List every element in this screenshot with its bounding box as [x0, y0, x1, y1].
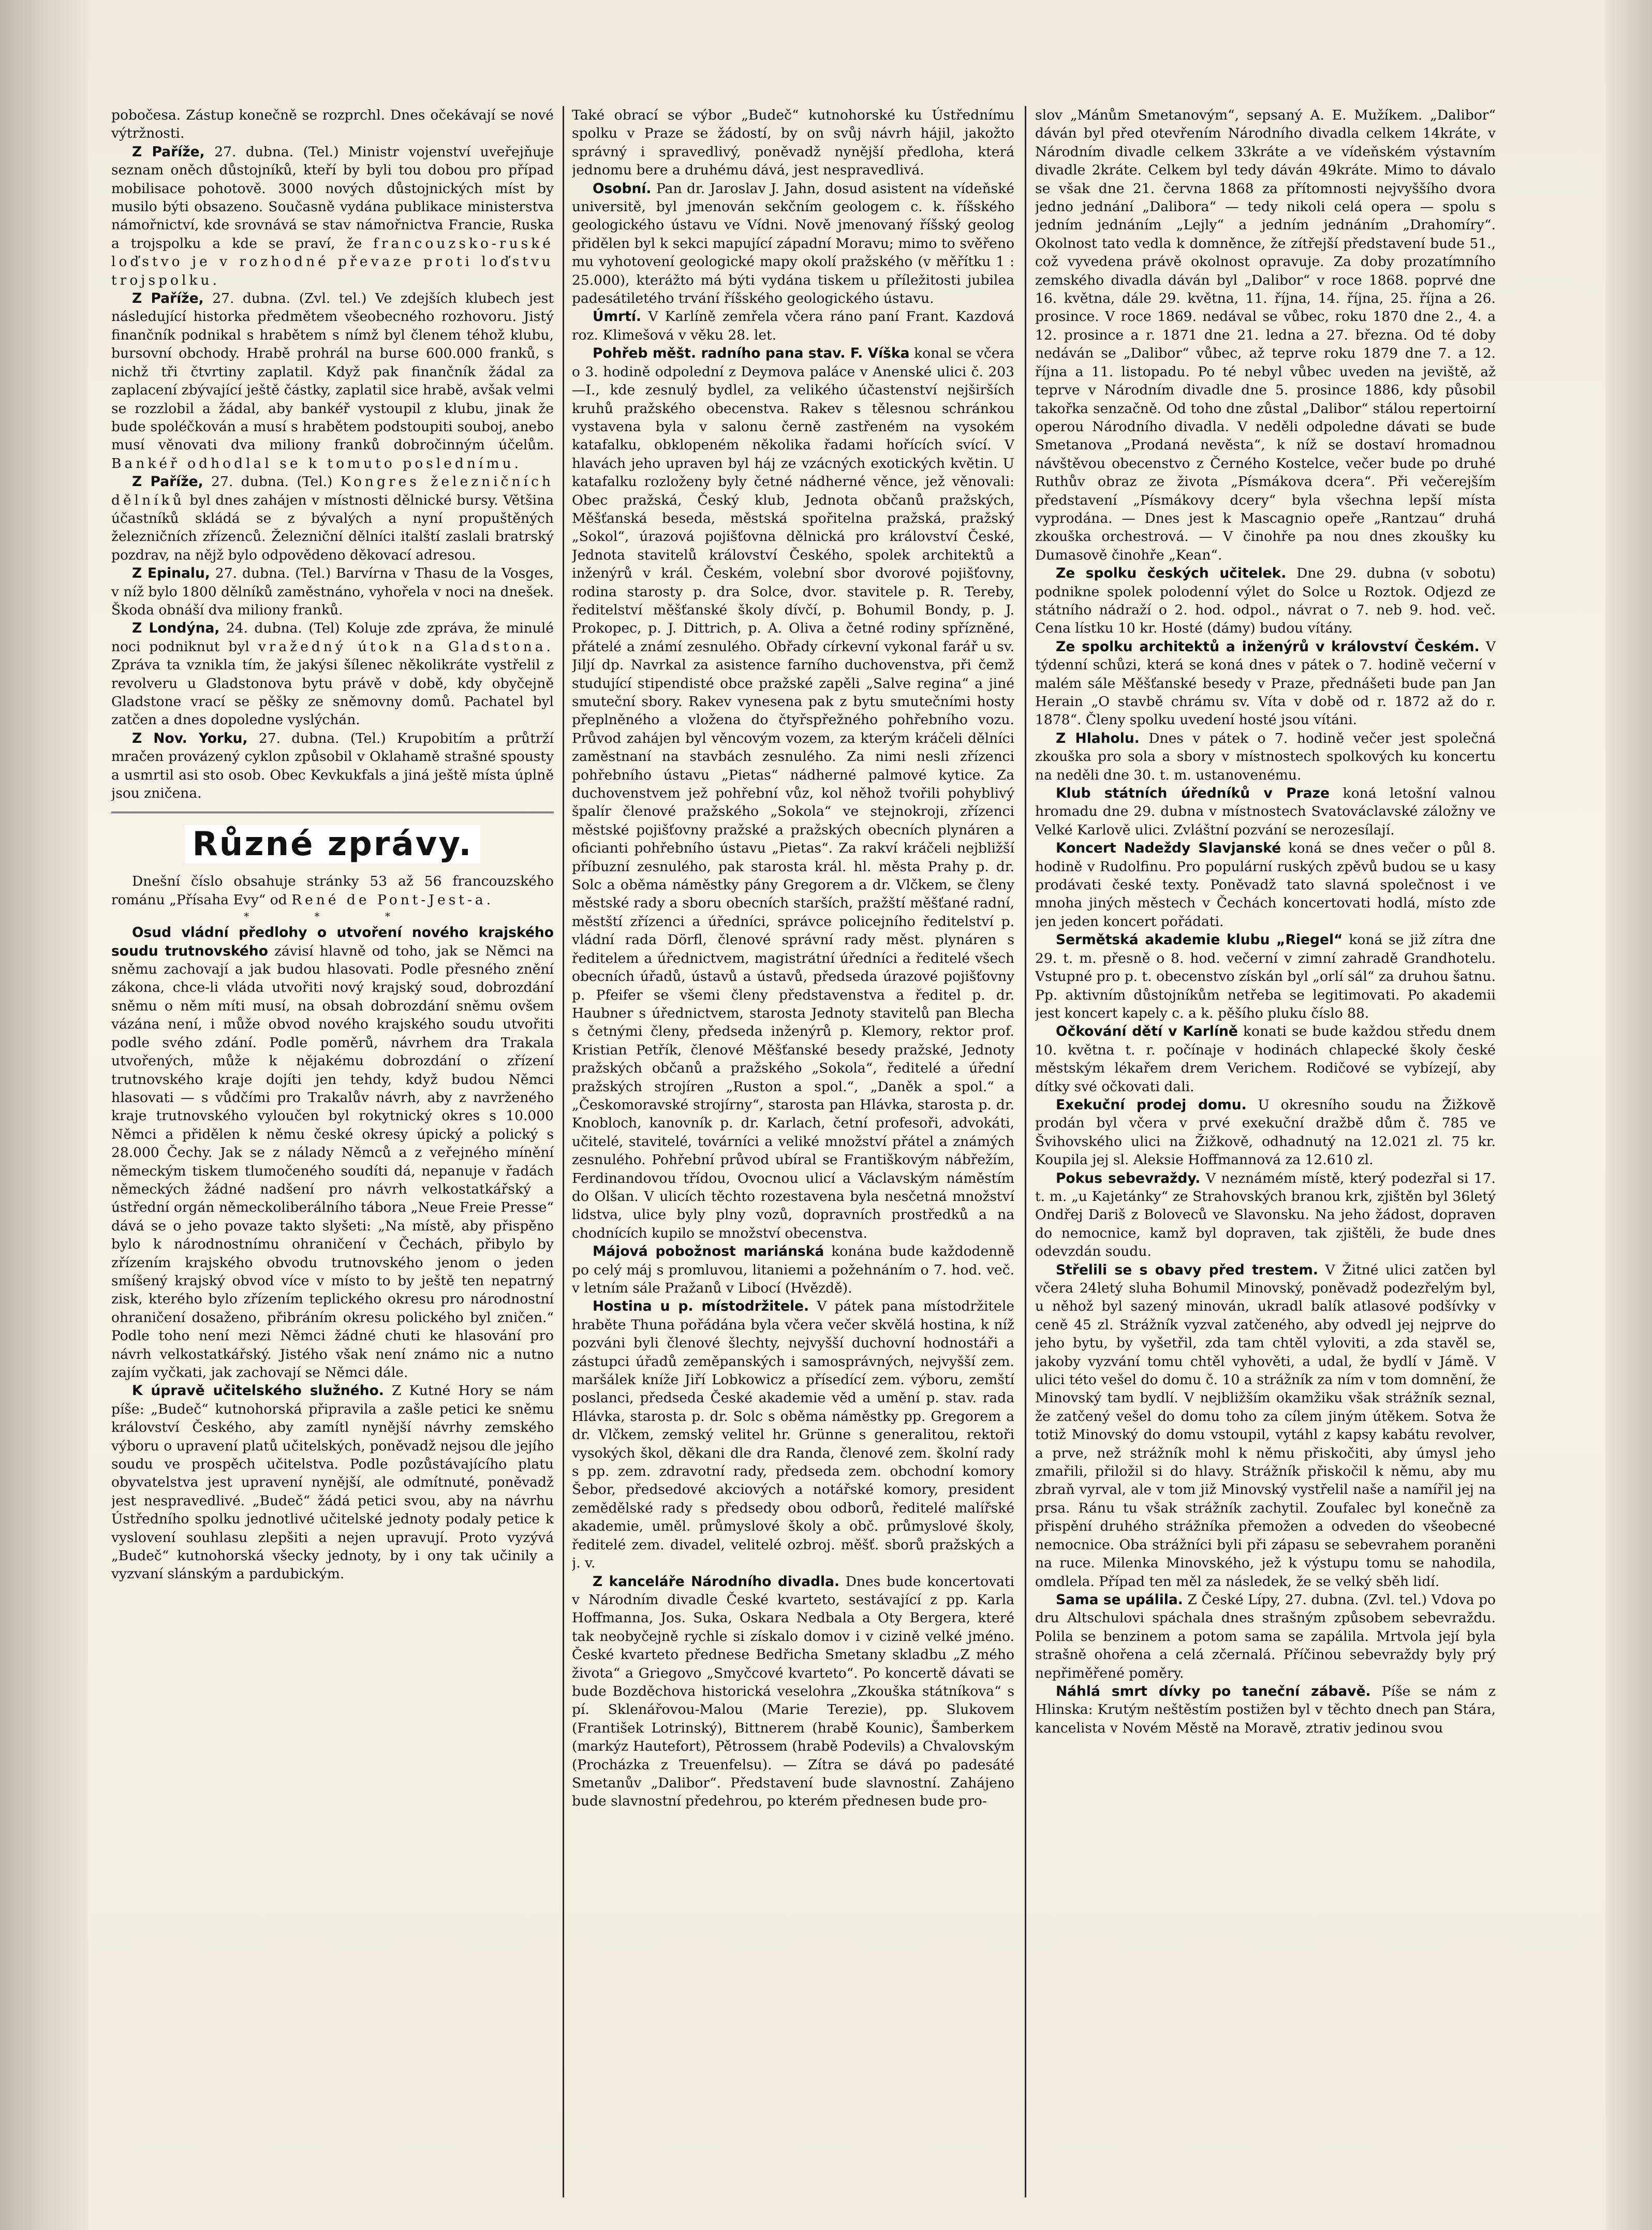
dateline: Z Epinalu,: [132, 565, 210, 582]
article: [572, 1242, 1014, 1297]
article-headline: Klub státních úředníků v Praze: [1056, 785, 1330, 802]
article-headline: Očkování dětí v Karlíně: [1056, 1023, 1238, 1040]
dispatch-text: 27. dubna. (Tel.) Barvírna v Thasu de la Vosges, v níž bylo 1800 dělníků zaměstnáno, vyhořela v noci na dnešek. Škoda obnáší dva miliony franků.: [111, 565, 554, 618]
article: [572, 180, 1014, 308]
article-text: Dne 29. dubna (v sobotu) podnikne spolek polodenní výlet do Solce u Roztok. Odjezd ze státního nádraží o 2. hod. odpol., návrat o 7. neb 9. hod. več. Cena lístku 10 kr. Hosté (dámy) budou vítány.: [1035, 565, 1496, 637]
dispatch-london: [111, 619, 554, 729]
article: [1035, 729, 1496, 784]
article: [1035, 931, 1496, 1022]
column-2: [572, 106, 1014, 2192]
article-text: koná letošní valnou hromadu dne 29. dubna v místnostech Svatováclavské záložny ve Velké Karlově ulici. Zvláštní pozvání se nerozesílají.: [1035, 785, 1496, 838]
article-text: Píše se nám z Hlinska: Krutým neštěstím postižen byl v těchto dnech pan Stára, kancelista v Novém Městě na Moravě, ztrativ jedinou svou: [1035, 1683, 1496, 1736]
article: [572, 307, 1014, 344]
dispatch-paris-1: [111, 143, 554, 289]
article-text: Dnes bude koncertovati v Národním divadle České kvarteto, sestávající z pp. Karla Hoffmanna, Jos. Suka, Oskara Nedbala a Oty Bergera, které tak neobyčejně rychle si získalo domov i v cizině velké jméno. České kvarteto přednese Bedřicha Smetany skladbu „Z mého života“ a Griegovo „Smyčcové kvarteto“. Po koncertě dávati se bude Bozděchova historická veselohra „Zkouška státníkova“ s pí. Sklenářovou-Malou (Marie Terezie), pp. Slukovem (František Lotrinský), Bittnerem (hrabě Kounic), Šamberkem (markýz Hautefort), Pětrossem (hrabě Podevils) a Chvalovským (Procházka z Treuenfelsu). — Zítra se dává po padesáté Smetanův „Dalibor“. Představení bude slavnostní. Zahájeno bude slavnostní předehrou, po kterém přednesen bude pro-: [572, 1573, 1014, 1810]
article-headline: Hostina u p. místodržitele.: [593, 1298, 809, 1315]
spaced-text: Kongres železničních dělníků: [111, 474, 554, 508]
article-text: koná se již zítra dne 29. t. m. přesně o 8. hod. večerní v zimní zahradě Grandhotelu. Vstupné pro p. t. obecenstvo získán byl „orlí sál“ za druhou šatnu. Pp. aktivním důstojníkům netřeba se legitimovati. Po akademii jest koncert kapely c. a k. pěšího pluku číslo 88.: [1035, 932, 1496, 1021]
article-headline: Pokus sebevraždy.: [1056, 1170, 1201, 1186]
spaced-text: René de Pont-Jest-a.: [291, 891, 494, 908]
paragraph: slov „Mánům Smetanovým“, sepsaný A. E. Mužíkem. „Dalibor“ dáván byl před otevřením Národního divadla celkem 14kráte, v Národním divadle celkem 33kráte a ve vídeňském výstavním divadle 2kráte. Celkem byl tedy dáván 49kráte. Mimo to dávalo se však dne 21. června 1868 za přítomnosti nejvyššího dvora jedno jednání „Dalibora“ — tedy nikoli celá opera — spolu s jedním jednáním „Lejly“ a jedním jednáním „Drahomíry“. Okolnost tato vedla k domněnce, že zítřejší představení bude 51., což vyvedena právě okolnost opravuje. Za doby prozatímního zemského divadla dáván byl „Dalibor“ v roce 1868. poprvé dne 16. května, dále 29. května, 11. října, 14. října, 25. října a 26. prosince. V roce 1869. nedával se vůbec, roku 1870 dne 2., 4. a 12. prosince a r. 1871 dne 21. ledna a 27. března. Od té doby nedáván se „Dalibor“ vůbec, až teprve roku 1879 dne 7. a 12. října a 11. listopadu. Po té nebyl vůbec uveden na jeviště, až teprve v Národním divadle dne 5. prosince 1886, kdy působil takořka senzačně. Od toho dne zůstal „Dalibor“ stálou repertoirní operou Národního divadla. V neděli odpoledne dávati se bude Smetanova „Prodaná nevěsta“, k níž se dostaví hromadnou návštěvou obecenstvo z Černého Kostelce, večer bude po druhé Ruthův obraz ze života „Písmákova dcera“. Při večerejším představení „Písmákovy dcery“ byla všechna lepší místa vyprodána. — Dnes jest k Mascagnio opeře „Rantzau“ druhá zkouška orchestrová. — V činohře pa nou dnes zkoušky ku Dumasově činohře „Kean“.: [1035, 107, 1496, 563]
article-text: konána bude každodenně po celý máj s promluvou, litaniemi a požehnáním o 7. hod. več. v letním sále Pražanů v Libocí (Hvězdě).: [572, 1243, 1014, 1296]
article-headline: Ze spolku českých učitelek.: [1056, 565, 1287, 582]
dispatch-text: 27. dubna. (Zvl. tel.) Ve zdejších klubech jest následující historka předmětem všeobecného rozhovoru. Jistý finančník podnikal s hrabětem s nímž byl členem téhož klubu, bursovní obchody. Hrabě prohrál na burse 600.000 franků, s nichž tři čtvrtiny zaplatil. Když pak finančník žádal za zaplacení zbývající ještě částky, zaplatil sice hrabě, avšak velmi se rozzlobil a žádal, aby bankéř vystoupil z klubu, jinak že bude spoléčkován a musí s hrabětem podstoupiti souboj, anebo musí věnovati dva miliony franků dobročinným účelům.: [111, 290, 554, 453]
article-text: V týdenní schůzi, která se koná dnes v pátek o 7. hodině večerní v malém sále Měšťanské besedy v Praze, přednášeti bude pan Jan Herain „O stavbě chrámu sv. Víta v době od r. 1872 až do r. 1878“. Členy spolku uvedení hosté jsou vítáni.: [1035, 638, 1496, 728]
article: [1035, 784, 1496, 839]
article-text: konati se bude každou středu dnem 10. května t. r. počínaje v hodinách chlapecké školy české městským lékařem drem Verichem. Rodičové se vybízejí, aby dítky své očkovati dali.: [1035, 1023, 1496, 1095]
article: [1035, 1591, 1496, 1682]
dateline: Z Paříže,: [132, 290, 204, 307]
column-1: [111, 106, 554, 2192]
article-text: Z Kutné Hory se nám píše: „Budeč“ kutnohorská připravila a zašle petici ke sněmu království Českého, aby zamítl nynější návrhy zemského výboru o upravení platů učitelských, poněvadž nejsou dle jejího soudu ve prospěch učitelstva. Podle pozůstávajícího platu obyvatelstva jest upravení nynější, ale odmítnuté, poněvadž jest nespravedlivé. „Budeč“ žádá petici svou, aby na návrhu Ústředního spolku jednotlivé učitelské jednoty podaly petice k vyslovení souhlasu zlepšiti a nejen upravují. Proto vyzývá „Budeč“ kutnohorská všecky jednoty, by i ony tak učinily a vyzvaní slánským a pardubickým.: [111, 1383, 554, 1582]
dispatch-text: 27. dubna. (Tel.) Krupobitím a průtrží mračen provázený cyklon způsobil v Oklahamě strašné spousty a usmrtil asi sto osob. Obec Kevkukfals a jiná ještě místa úplně jsou zničena.: [111, 730, 554, 802]
spaced-text: francouzsko-ruské loďstvo je v rozhodné převaze proti loďstvu trojspolku.: [111, 235, 554, 288]
ornament-stars: * * *: [244, 910, 421, 923]
dispatch-epinal: [111, 564, 554, 619]
section-heading: [111, 826, 554, 863]
paragraph: Také obrací se výbor „Budeč“ kutnohorské ku Ústřednímu spolku v Praze se žádostí, by on svůj návrh hájil, jakožto správný i spravedlivý, poněvadž nynější předloha, která jednomu bere a druhému dává, jest nespravedlivá.: [572, 107, 1014, 179]
article: [1035, 1261, 1496, 1591]
article: [1035, 839, 1496, 931]
article: [111, 1382, 554, 1583]
article: [111, 923, 554, 1382]
section-divider: [111, 802, 554, 813]
article-headline: Sermětská akademie klubu „Riegel“: [1056, 932, 1343, 948]
dateline: Z Nov. Yorku,: [132, 730, 248, 746]
article-text: koná se dnes večer o půl 8. hodině v Rudolfinu. Pro populární ruských zpěvů budou se u kasy prodávati české texty. Poněvadž tato slavná společnost i ve mnoha jiných městech v Čechách koncertovati hodlá, místo zde jen jeden koncert pořádati.: [1035, 840, 1496, 930]
dispatch-text: 27. dubna. (Tel.): [211, 474, 333, 490]
article-headline: Náhlá smrt dívky po taneční zábavě.: [1056, 1683, 1371, 1699]
column-rule-2: [1025, 106, 1026, 2197]
dateline: Z Londýna,: [132, 620, 220, 637]
article: [1035, 1022, 1496, 1096]
article: [572, 1573, 1014, 1811]
scan-edge-right: [1605, 0, 1652, 2230]
notice-text: Dnešní číslo obsahuje stránky 53 až 56 francouzského románu „Přísaha Evy“ od: [111, 873, 554, 908]
dispatch-paris-2: [111, 289, 554, 473]
article-text: Z České Lípy, 27. dubna. (Zvl. tel.) Vdova po dru Altschulovi spáchala dnes strašným způsobem sebevraždu. Polila se benzinem a potom sama se zapálila. Mrtvola její byla strašně ohořena a celá zčernalá. Příčinou sebevraždy byly prý nepřiměřené poměry.: [1035, 1591, 1496, 1681]
article: [1035, 638, 1496, 729]
article-text: U okresního soudu na Žižkově prodán byl včera v prvé exekuční dražbě dům č. 785 ve Švihovského ulici na Žižkově, odhadnutý na 12.021 zl. 75 kr. Koupila jej sl. Aleksie Hoffmannová za 12.610 zl.: [1035, 1096, 1496, 1168]
article: [1035, 1096, 1496, 1169]
article-text: V neznámém místě, který podezřal si 17. t. m. „u Kajetánky“ ze Strahovských branou krk, zjištěn byl 36letý Ondřej Dariš z Boloveců ve Slavonsku. Na jeho žádost, dopraven do nemocnice, kamž byl dopraven, tak zjištěli, že bude dnes odevzdán soudu.: [1035, 1170, 1496, 1260]
column-3: [1035, 106, 1496, 2192]
article-headline: Osud vládní předlohy o utvoření nového krajského soudu trutnovského: [111, 925, 554, 959]
article-headline: Úmrtí.: [593, 309, 642, 325]
article-headline: Z Hlaholu.: [1056, 730, 1140, 746]
article: [572, 344, 1014, 1242]
article-headline: Osobní.: [593, 180, 652, 197]
article-headline: Střelili se s obavy před trestem.: [1056, 1261, 1318, 1278]
article: [572, 1297, 1014, 1572]
article-headline: Z kanceláře Národního divadla.: [593, 1573, 840, 1590]
article-headline: Pohřeb měšt. radního pana stav. F. Víška: [593, 345, 910, 362]
spaced-text: Bankéř odhodlal se k tomuto poslednímu.: [111, 455, 522, 472]
dateline: Z Paříže,: [132, 143, 205, 160]
article: [1035, 564, 1496, 638]
article-headline: Ze spolku architektů a inženýrů v království Českém.: [1056, 638, 1480, 655]
dispatch-text: 24. dubna. (Tel) Koluje zde zpráva, že minulé noci podniknut byl: [111, 620, 554, 655]
article-text: V Žitné ulici zatčen byl včera 24letý sluha Bohumil Minovský, poněvadž podezřelým byl, u něhož byl sazený minován, ukradl balík atlasové podšívky v ceně 45 zl. Strážník vyzval zatčeného, aby odvedl jej nejprve do jeho bytu, by vyšetřil, zda tam chtěl vyloviti, a zda stavěl se, jakoby vyzvání tomu chtěl vyhověti, a udal, že bydlí v Jámě. V ulici této vešel do domu č. 10 a strážník za ním v tom domnění, že Minovský tam bydlí. V nejbližším okamžiku však strážník seznal, že zatčený vešel do domu toho za cílem jiným útěkem. Sotva že totiž Minovský do domu vstoupil, vytáhl z kapsy kabátu revolver, a prve, než strážník mohl k němu přiskočiti, aby úmysl jeho zmařili, přiložil si do hlavy. Strážník přiskočil k němu, aby mu zbraň vyrval, ale v tom již Minovský vystřelil naše a namířil jej na prsa. Ránu tu však strážník zachytil. Zoufalec byl konečně za přispění druhého strážníka přemožen a odveden do všeobecné nemocnice. Oba strážníci byli při zápasu se sebevrahem poraněni na ruce. Milenka Minovského, jež k výstupu tomu se nahodila, omdlela. Případ ten měl za následek, že se velký sběh lidí.: [1035, 1261, 1496, 1590]
article-headline: K úpravě učitelského služného.: [132, 1383, 384, 1399]
column-rule-1: [563, 106, 564, 2197]
article: [1035, 1169, 1496, 1261]
section-heading-text: Různé zprávy.: [185, 825, 480, 863]
paragraph: pobočesa. Zástup konečně se rozprchl. Dnes očekávají se nové výtržnosti.: [111, 107, 554, 142]
article-headline: Májová pobožnost mariánská: [593, 1243, 824, 1260]
article-text: závisí hlavně od toho, jak se Němci na sněmu zachovají a jak budou hlasovati. Podle přesného znění zákona, chce-li vláda utvořiti nový krajský soud, dobrozdání sněmu o něm míti musí, na obsah dobrozdání sněmu ovšem vázána není, i může obvod nového krajského soudu utvořiti podle svého zdání. Podle poměrů, návrhem dra Trakala utvořených, může k nějakému dobrozdání o zřízení trutnovského kraje dojíti jen tehdy, když budou Němci hlasovati — s vůdčími pro Trakalův návrh, aby z navrženého kraje trutnovského vyloučen byl rokytnický okres s 10.000 Němci a přidělen k němu české okresy úpický a polický s 28.000 Čechy. Jak se z nálady Němců a z veřejného mínění německým tiskem tlumočeného soudíti dá, nepanuje v řadách německých žádné nadšení pro návrh velkostatkářský a ústřední orgán německoliberálního tábora „Neue Freie Presse“ dává se o jeho povaze takto slyšeti: „Na místě, aby přispěno bylo k národnostnímu ohraničení v Čechách, přibylo by zřízením krajského obvodu trutnovského jenom o jeden smíšený krajský obvod více v místo to by ještě ten nepatrný zisk, kterého bylo zřízením teplického okresu pro národnostní ohraničení dosaženo, přibráním okresu polického byl zničen.“ Podle toho není mezi Němci žádné chuti ke hlasování pro návrh velkostatkářský. Jistého však není známo nic a nutno zajím vyčkati, jak zachovají se Němci dále.: [111, 943, 554, 1381]
article: [1035, 1682, 1496, 1737]
dispatch-text: 27. dubna. (Tel.) Ministr vojenství uveřejňuje seznam oněch důstojníků, kteří by byli tou dobou pro případ mobilisace pohotově. 3000 nových důstojnických míst by musilo býti obsazeno. Současně vydána publikace ministerstva námořnictví, kde srovnává se stav námořnictva Francie, Ruska a trojspolku a kde se praví, že: [111, 143, 554, 252]
dateline: Z Paříže,: [132, 474, 203, 490]
dispatch-text: byl dnes zahájen v místnosti dělnické bursy. Většina účastníků skládá se z bývalých a nyní propuštěných železničních zřízenců. Železniční dělníci italští zaslali bratrský pozdrav, na nějž bylo odpovědeno děkovací adresou.: [111, 492, 554, 563]
scan-edge-left: [0, 0, 88, 2230]
article-headline: Koncert Nadeždy Slavjanské: [1056, 840, 1281, 857]
article-text: Pan dr. Jaroslav J. Jahn, dosud asistent na vídeňské universitě, byl jmenován sekčním geologem c. k. říšského geologického ústavu ve Vídni. Nově jmenovaný říšský geolog přidělen byl k sekci mapující západní Moravu; mimo to svěřeno mu vyhotovení geologické mapy okolí pražského (v měřítku 1 : 25.000), kterážto má býti vydána tiskem u příležitosti jubilea padesátiletého trvání říšského geologického ústavu.: [572, 180, 1014, 307]
article-headline: Sama se upálila.: [1056, 1591, 1183, 1608]
article-text: Dnes v pátek o 7. hodině večer jest společná zkouška pro sola a sbory v místnostech spolkových ku koncertu na neděli dne 30. t. m. ustanovenému.: [1035, 730, 1496, 783]
article-text: V pátek pana místodržitele hraběte Thuna pořádána byla včera večer skvělá hostina, k níž pozváni byli členové šlechty, nejvyšší duchovní hodnostáři a zástupci úřadů zeměpanských i samosprávných, nejvyšší zem. maršálek kníže Jiří Lobkowicz a přísedící zem. výboru, zemští poslanci, předseda České akademie věd a umění p. stav. rada Hlávka, starosta p. dr. Solc s oběma náměstky pp. Gregorem a dr. Vlčkem, zemský velitel hr. Grünne s generalitou, rektoři vysokých škol, děkani dle dra Randa, členové zem. školní rady s pp. zem. zdravotní rady, předseda zem. obchodní komory Šebor, předsedové akciových a notářské komory, president zemědělské rady s předsedy obou odborů, ředitelé malířské akademie, uměl. průmyslové školy a obč. průmyslové školy, ředitelé zem. divadel, velitelé ozbroj. měšť. sborů pražských a j. v.: [572, 1298, 1014, 1572]
novel-notice: [111, 872, 554, 909]
article-headline: Exekuční prodej domu.: [1056, 1096, 1247, 1113]
dispatch-text: Zpráva ta vznikla tím, že jakýsi šílenec několikráte vystřelil z revolveru u Gladstonova bytu právě v době, kdy obyčejně Gladstone vrací se pěšky ze sněmovny domů. Pachatel byl zatčen a dnes dopoledne vyslýchán.: [111, 657, 554, 728]
dispatch-new-york: [111, 729, 554, 803]
dispatch-paris-3: [111, 473, 554, 564]
article-text: konal se včera o 3. hodině odpolední z Deymova paláce v Anenské ulici č. 203—I., kde zesnulý bydlel, za velikého účastenství nejširších kruhů pražského obecenstva. Rakev s tělesnou schránkou vystavena byla v salonu černě zastřeném na vysokém katafalku, obklopeném několika řadami hořících svící. V hlavách jeho upraven byl háj ze vzácných exotických květin. U katafalku rozloženy byly četné nádherné věnce, jež věnovali: Obec pražská, Český klub, Jednota občanů pražských, Měšťanská beseda, městská spořitelna pražská, pražský „Sokol“, úrazová pojišťovna dělnická pro království České, Jednota stavitelů království Českého, spolek architektů a inženýrů v král. Českém, volební sbor dvorové pojišťovny, rodina starosty p. dra Solce, dvor. stavitele p. R. Tereby, ředitelství měšťanské školy dívčí, p. Bohumil Bondy, p. J. Prokopec, p. J. Dittrich, p. A. Oliva a četné rodiny spřízněné, přátelé a známí zesnulého. Obřady církevní vykonal farář u sv. Jiljí dp. Navrkal za asistence farního duchovenstva, při čemž studující stipendisté obce pražské zapěli „Salve regina“ a jiné smuteční sbory. Rakev vynesena pak z bytu smutečními hosty přeplněného a vložena do čtyřspřežného pohřebního vozu. Průvod zahájen byl věncovým vozem, za kterým kráčeli dělníci zaměstnaní na stavbách zesnulého. Za nimi nesli zřízenci pohřebního ústavu „Pietas“ nádherné palmové kytice. Za duchovenstvem jež pohřební vůz, kol něhož tvořili pohyblivý špalír členové pražského „Sokola“ ve stejnokroji, zřízenci městské pojišťovny pražské a pražských obecních plynáren a oficianti pohřebního ústavu „Pietas“. Za rakví kráčeli nejbližší příbuzní zesnulého, pak starosta král. hl. města Prahy p. dr. Solc a oběma náměstky pány Gregorem a dr. Vlčkem, se členy městské rady a sboru obecních starších, pražští měšťané radní, městští zřízenci a úředníci, správce policejního ředitelství p. vládní rada Dörfl, členové správní rady měst. plynáren s ředitelem a úřednictvem, magistrátní úředníci a ředitelé všech obecních úřadů, ústavů a ústavů, předseda úrazové pojišťovny p. Pfeifer se všemi členy představenstva a ředitel p. dr. Haubner s úřednictvem, starosta Jednoty stavitelů pan Blecha s četnými členy, předseda inženýrů p. Klemory, rektor prof. Kristian Petřík, členové Měšťanské besedy pražské, Jednoty pražských občanů a pražského „Sokola“, ředitelé a úřední pražských strojíren „Ruston a spol.“, „Daněk a spol.“ a „Českomoravské strojírny“, starosta pan Hlávka, starosta p. dr. Knobloch, kanovník p. dr. Karlach, četní profesoři, advokáti, učitelé, stavitelé, továrníci a veliké množství přátel a známých zesnulého. Pohřební průvod ubíral se Františkovým nábřežím, Ferdinandovou třídou, Ovocnou ulicí a Václavským náměstím do Olšan. V ulicích těchto rozestavena byla nesčetná množství lidstva, ulice byly plny vozů, dopravních prostředků a na chodnících kupilo se množství obecenstva.: [572, 345, 1014, 1241]
spaced-text: vražedný útok na Gladstona.: [258, 638, 554, 655]
article-text: V Karlíně zemřela včera ráno paní Frant. Kazdová roz. Klimešová v věku 28. let.: [572, 309, 1014, 343]
